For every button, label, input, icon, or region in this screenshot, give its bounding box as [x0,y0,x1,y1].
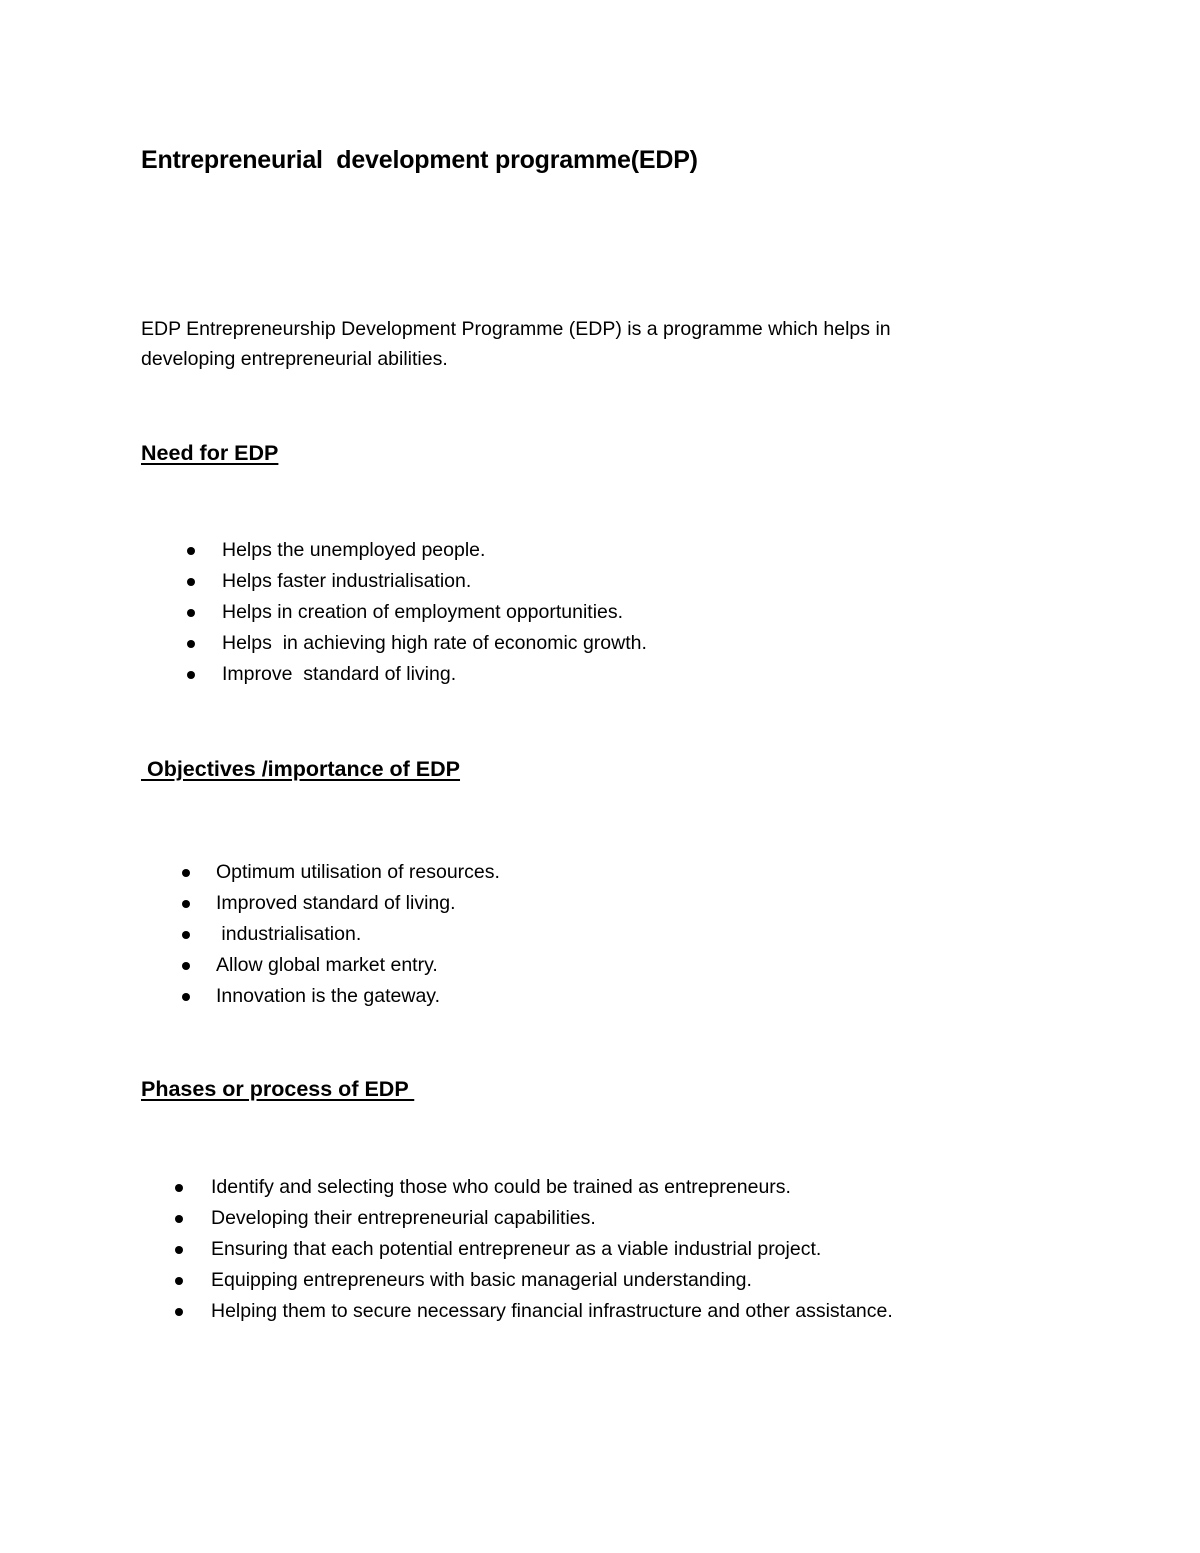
list-item [222,566,647,597]
list-item-text: Identify and selecting those who could be trained as entrepreneurs. [211,1176,791,1198]
bullet-icon [182,900,190,908]
list-item [216,981,500,1012]
list-item [211,1203,893,1234]
list-item [211,1296,893,1327]
intro-line: developing entrepreneurial abilities. [141,348,448,370]
list-item [216,857,500,888]
list-item-text: Developing their entrepreneurial capabilities. [211,1207,596,1229]
list-item-text: Innovation is the gateway. [216,985,441,1007]
list-item [222,535,647,566]
bullet-icon [175,1184,183,1192]
intro-line: EDP Entrepreneurship Development Programme (EDP) is a programme which helps in [141,318,891,340]
list-item [211,1172,893,1203]
document-title: Entrepreneurial development programme(EDP) [141,146,698,174]
list-item [216,888,500,919]
list-item-text: Optimum utilisation of resources. [216,861,500,883]
objectives-list [216,857,500,1012]
list-item-text: Helping them to secure necessary financial infrastructure and other assistance. [211,1300,893,1322]
list-item [222,628,647,659]
section-heading-phases: Phases or process of EDP [141,1077,415,1101]
intro-paragraph [141,314,1001,374]
bullet-icon [187,547,195,555]
bullet-icon [175,1277,183,1285]
list-item [222,597,647,628]
list-item-text: Equipping entrepreneurs with basic managerial understanding. [211,1269,752,1291]
list-item-text: Improve standard of living. [222,663,457,685]
list-item-text: Helps faster industrialisation. [222,570,472,592]
list-item-text: Ensuring that each potential entrepreneur as a viable industrial project. [211,1238,822,1260]
list-item-text: Allow global market entry. [216,954,438,976]
list-item-text: Helps in creation of employment opportunities. [222,601,624,623]
bullet-icon [175,1215,183,1223]
bullet-icon [182,931,190,939]
list-item [211,1265,893,1296]
bullet-icon [175,1246,183,1254]
bullet-icon [182,962,190,970]
list-item [211,1234,893,1265]
phases-list [211,1172,893,1327]
need-list [222,535,647,690]
list-item [222,659,647,690]
list-item [216,919,500,950]
bullet-icon [175,1308,183,1316]
bullet-icon [182,993,190,1001]
bullet-icon [187,609,195,617]
list-item-text: Improved standard of living. [216,892,456,914]
bullet-icon [187,640,195,648]
section-heading-need: Need for EDP [141,441,279,465]
list-item-text: Helps the unemployed people. [222,539,486,561]
list-item [216,950,500,981]
list-item-text: industrialisation. [216,923,362,945]
bullet-icon [187,671,195,679]
section-heading-objectives: Objectives /importance of EDP [141,757,461,781]
list-item-text: Helps in achieving high rate of economic growth. [222,632,647,654]
bullet-icon [187,578,195,586]
bullet-icon [182,869,190,877]
